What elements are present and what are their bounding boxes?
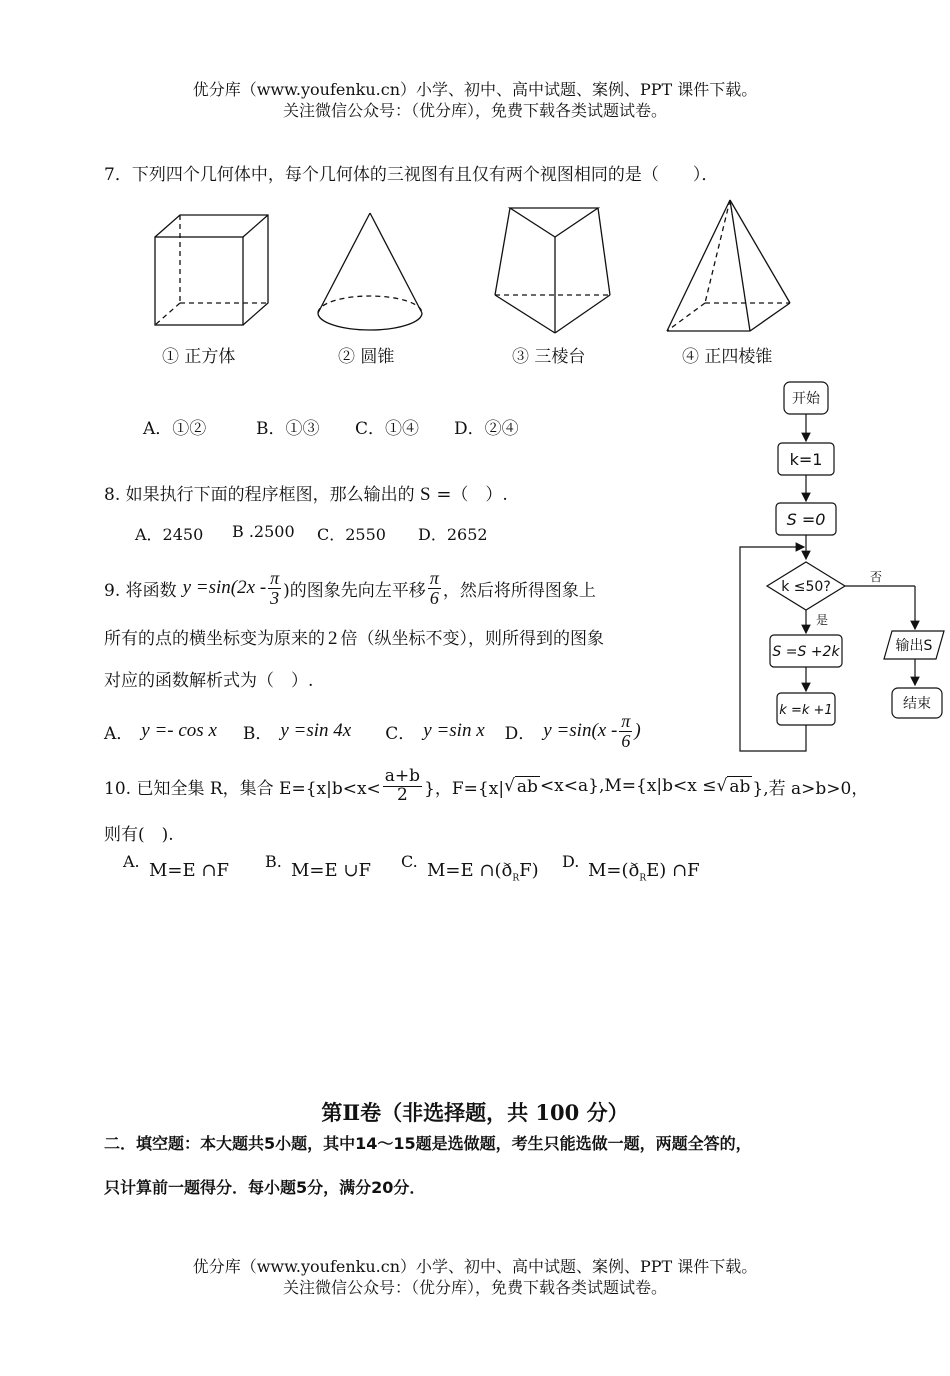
cube-figure xyxy=(155,215,268,325)
flow-yes-label: 是 xyxy=(815,613,829,627)
q7-solids-figure xyxy=(140,195,820,340)
pyramid-figure xyxy=(667,200,790,331)
flowchart xyxy=(730,375,948,755)
q10-line-2: 则有( ). xyxy=(104,825,174,845)
q10-option-a-label: A. xyxy=(123,852,140,871)
caption-cone: ② 圆锥 xyxy=(338,347,395,367)
q7-option-b: B．①③ xyxy=(256,419,320,439)
header-line-2: 关注微信公众号：（优分库），免费下载各类试题试卷。 xyxy=(282,101,667,120)
flow-condition-text: k ≤50? xyxy=(781,579,831,595)
flow-init-k-text: k=1 xyxy=(789,450,823,469)
q10-option-b: M=E ∪F xyxy=(291,860,371,881)
q9-options: A． y =- cos x B． y =sin 4x C． y =sin x D． y =sin(x - $\frac{\pi}{6}$ ) xyxy=(104,710,641,751)
q8-option-b: B .2500 xyxy=(232,522,295,541)
q10-option-b-label: B. xyxy=(265,852,282,871)
part2-instructions-line-2: 只计算前一题得分．每小题5分，满分20分． xyxy=(104,1178,426,1197)
q7-stem: 7．下列四个几何体中，每个几何体的三视图有且仅有两个视图相同的是（ ）． xyxy=(104,165,719,185)
footer-line-1: 优分库（www.youfenku.cn）小学、初中、高中试题、案例、PPT 课件下载。 xyxy=(192,1257,758,1276)
q7-option-a: A．①② xyxy=(143,419,207,439)
frustum-figure xyxy=(495,208,610,333)
q10-option-a: M=E ∩F xyxy=(149,860,229,881)
q9-line-1: 9. 将函数 y =sin(2x - $\frac{\pi}{3}$ )的图象先向左平移 $\frac{\pi}{6}$ ，然后将所得图象上 xyxy=(104,567,596,608)
flow-init-s-text: S =0 xyxy=(786,510,826,529)
q7-option-c: C．①④ xyxy=(355,419,420,439)
caption-cube: ① 正方体 xyxy=(162,347,236,367)
q10-option-c-label: C. xyxy=(401,852,418,871)
q9-line-3: 对应的函数解析式为（ ）. xyxy=(104,671,314,691)
q10-option-d: $M=(ð_RE)$ ∩F xyxy=(588,860,700,884)
flow-end-text: 结束 xyxy=(903,696,931,712)
part2-instructions-line-1: 二．填空题：本大题共5小题，其中14～15题是选做题，考生只能选做一题，两题全答的， xyxy=(104,1134,752,1153)
flow-update-k-text: k =k +1 xyxy=(779,703,833,718)
q10-option-c: M=E $\cap(ð_RF)$ xyxy=(427,860,539,884)
q8-option-c: C．2550 xyxy=(317,525,386,544)
q8-option-a: A．2450 xyxy=(135,525,204,544)
flow-update-s-text: S =S +2k xyxy=(772,644,840,660)
flow-no-label: 否 xyxy=(869,570,883,584)
flow-output-text: 输出S xyxy=(895,638,933,654)
q10-option-d-label: D. xyxy=(562,852,580,871)
q8-stem: 8. 如果执行下面的程序框图，那么输出的 S =（ ）. xyxy=(104,484,508,505)
q9-line-2: 所有的点的横坐标变为原来的 2 倍（纵坐标不变），则所得到的图象 xyxy=(104,628,604,649)
q10-line-1: 10. 已知全集 R，集合 E={x|b<x< $\frac{a+b}{2}$ }，F={x| √ ab <x<a},M={x|b<x ≤ √ ab },若 a>b>0， xyxy=(104,765,869,805)
cone-figure xyxy=(318,213,422,330)
caption-frustum: ③ 三棱台 xyxy=(512,347,586,367)
q7-option-d: D．②④ xyxy=(454,419,519,439)
header-line-1: 优分库（www.youfenku.cn）小学、初中、高中试题、案例、PPT 课件下载。 xyxy=(192,80,758,99)
q8-option-d: D．2652 xyxy=(418,525,488,544)
caption-pyramid: ④ 正四棱锥 xyxy=(682,347,773,367)
part2-title: 第Ⅱ卷（非选择题，共 100 分） xyxy=(321,1100,629,1125)
footer-line-2: 关注微信公众号：（优分库），免费下载各类试题试卷。 xyxy=(282,1278,667,1297)
flow-start-text: 开始 xyxy=(792,391,820,407)
